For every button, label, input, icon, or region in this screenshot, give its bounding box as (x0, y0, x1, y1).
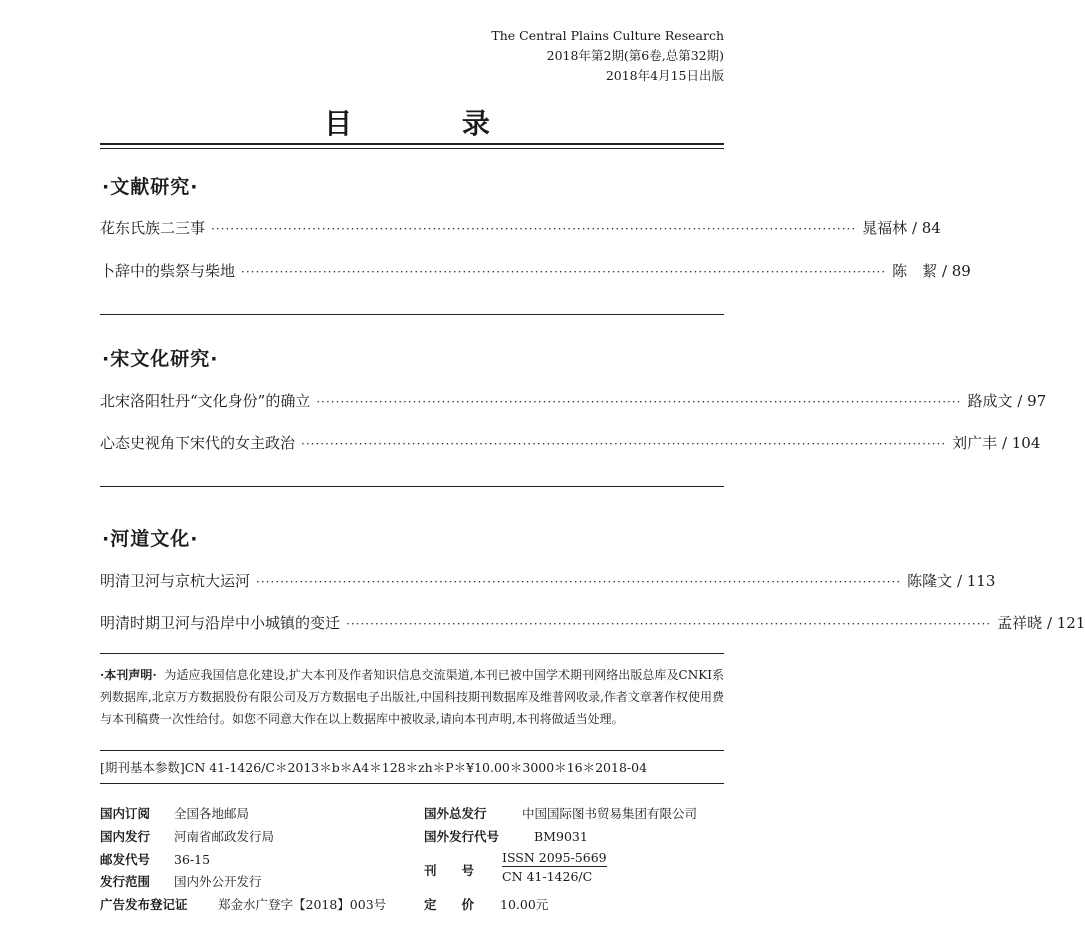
publish-date: 2018年4月15日出版 (605, 68, 724, 83)
page-title: 目 录 (324, 107, 540, 140)
entry-page: 97 (1027, 392, 1047, 410)
journal-english-title: The Central Plains Culture Research (491, 28, 724, 43)
cn-number: CN 41-1426/C (502, 869, 593, 884)
leader-dots: ······································································································································ (316, 395, 962, 409)
info-value: 郑金水广登字【2018】003号 (218, 897, 387, 912)
info-row (424, 895, 548, 913)
leader-dots: ······································································································································ (346, 617, 992, 631)
leader-dots: ······································································································································ (256, 575, 902, 589)
info-row (100, 804, 249, 822)
info-key: 广告发布登记证 (100, 897, 188, 912)
entry-page: 113 (966, 572, 996, 590)
info-key: 邮发代号 (100, 852, 151, 867)
info-row (100, 895, 386, 913)
info-value: 10.00元 (500, 897, 549, 912)
info-value: BM9031 (534, 829, 588, 844)
info-row (100, 850, 210, 868)
info-key: 定 价 (424, 897, 475, 912)
journal-notice (100, 664, 724, 730)
section-title: ·文献研究· (102, 176, 199, 198)
entry-title: 明清时期卫河与沿岸中小城镇的变迁 (100, 614, 341, 632)
info-key: 发行范围 (100, 874, 151, 889)
toc-entry[interactable]: 花东氏族二三事 ······································································································································ 晁福林 / 84 (100, 219, 941, 237)
issue-info: 2018年第2期(第6卷,总第32期) (546, 48, 724, 63)
info-value: 中国国际图书贸易集团有限公司 (522, 806, 698, 821)
toc-entry[interactable]: 卜辞中的祡祭与柴地 ······································································································································ 陈 絜 / 89 (100, 262, 971, 280)
section-title: ·河道文化· (102, 528, 199, 550)
section-divider (100, 486, 724, 487)
params-divider (100, 783, 724, 784)
entry-title: 北宋洛阳牡丹“文化身份”的确立 (100, 392, 311, 410)
info-key: 国内订阅 (100, 806, 151, 821)
info-row (424, 827, 588, 845)
section-divider (100, 653, 724, 654)
info-row (100, 872, 262, 890)
entry-author: 晁福林 (862, 219, 908, 237)
section-divider (100, 314, 724, 315)
title-rule-bottom (100, 148, 724, 149)
leader-dots: ······································································································································ (241, 265, 887, 279)
issn-block (502, 850, 607, 884)
info-value: 36-15 (174, 852, 211, 867)
info-key: 国外发行代号 (424, 829, 500, 844)
info-value: 全国各地邮局 (174, 806, 250, 821)
entry-title: 明清卫河与京杭大运河 (100, 572, 251, 590)
notice-text: 为适应我国信息化建设,扩大本刊及作者知识信息交流渠道,本刊已被中国学术期刊网络出版总库及CNKI系列数据库,北京万方数据股份有限公司及万方数据电子出版社,中国科技期刊数据库及维普网收录,作者文章著作权使用费与本刊稿费一次性给付。如您不同意大作在以上数据库中被收录,请向本刊声明,本刊将做适当处理。 (100, 668, 724, 726)
toc-entry[interactable]: 北宋洛阳牡丹“文化身份”的确立 ······································································································································ 路成文 / 97 (100, 392, 1047, 410)
entry-title: 卜辞中的祡祭与柴地 (100, 262, 236, 280)
issn-number: ISSN 2095-5669 (502, 850, 607, 865)
info-key: 刊 号 (424, 863, 475, 878)
info-key: 国内发行 (100, 829, 151, 844)
leader-dots: ······································································································································ (211, 222, 857, 236)
entry-author: 路成文 (967, 392, 1013, 410)
entry-author: 陈 絜 (892, 262, 938, 280)
entry-page: 89 (951, 262, 971, 280)
info-key: 国外总发行 (424, 806, 487, 821)
info-row (100, 827, 274, 845)
info-value: 国内外公开发行 (174, 874, 262, 889)
notice-divider (100, 750, 724, 751)
entry-author: 刘广丰 (952, 434, 998, 452)
notice-label: ·本刊声明· (100, 668, 157, 682)
entry-page: 121 (1056, 614, 1085, 632)
entry-author: 陈隆文 (907, 572, 953, 590)
section-title: ·宋文化研究· (102, 348, 219, 370)
toc-entry[interactable]: 心态史视角下宋代的女主政治 ······································································································································ 刘广丰 / 104 (100, 434, 1041, 452)
toc-entry[interactable]: 明清卫河与京杭大运河 ······································································································································ 陈隆文 / 113 (100, 572, 996, 590)
info-row (424, 804, 697, 822)
journal-params: [期刊基本参数]CN 41-1426/C＊2013＊b＊A4＊128＊zh＊P＊¥10.00＊3000＊16＊2018-04 (100, 760, 648, 775)
leader-dots: ······································································································································ (301, 437, 947, 451)
info-value: 河南省邮政发行局 (174, 829, 275, 844)
entry-title: 心态史视角下宋代的女主政治 (100, 434, 296, 452)
entry-title: 花东氏族二三事 (100, 219, 206, 237)
entry-author: 孟祥晓 (997, 614, 1043, 632)
toc-entry[interactable]: 明清时期卫河与沿岸中小城镇的变迁 ······································································································································ 孟祥晓 / 121 (100, 614, 1085, 632)
entry-page: 84 (921, 219, 941, 237)
entry-page: 104 (1011, 434, 1041, 452)
title-rule-top (100, 143, 724, 145)
info-row (424, 861, 500, 879)
